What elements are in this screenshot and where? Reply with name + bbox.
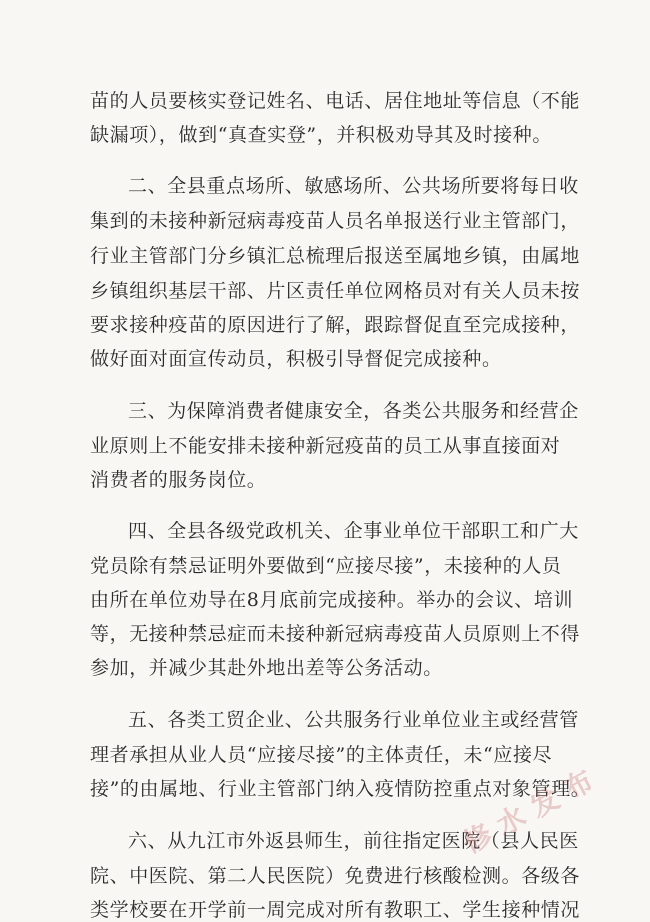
text-line: 等，无接种禁忌症而未接种新冠病毒疫苗人员原则上不得 [90,623,581,645]
text-line: 院、中医院、第二人民医院）免费进行核酸检测。各级各 [90,865,581,887]
paragraph-heading-line: 二、全县重点场所、敏感场所、公共场所要将每日收 [128,175,579,197]
text-line: 党员除有禁忌证明外要做到“应接尽接”，未接种的人员 [90,555,562,577]
paragraph-heading-line: 四、全县各级党政机关、企事业单位干部职工和广大 [128,520,579,542]
paragraph-heading-line: 五、各类工贸企业、公共服务行业单位业主或经营管 [128,709,579,731]
text-line: 要求接种疫苗的原因进行了解，跟踪督促直至完成接种， [90,314,581,336]
text-line: 类学校要在开学前一周完成对所有教职工、学生接种情况 [90,899,581,921]
paragraph-heading-line: 六、从九江市外返县师生，前往指定医院（县人民医 [128,830,579,852]
text-line: 由所在单位劝导在8月底前完成接种。举办的会议、培训 [90,589,574,611]
text-line: 做好面对面宣传动员，积极引导督促完成接种。 [90,348,502,370]
text-line: 缺漏项），做到“真查实登”，并积极劝导其及时接种。 [90,124,552,146]
text-line: 消费者的服务岗位。 [90,469,267,491]
text-line: 苗的人员要核实登记姓名、电话、居住地址等信息（不能 [90,90,581,112]
text-line: 接”的由属地、行业主管部门纳入疫情防控重点对象管理。 [90,778,591,800]
text-line: 参加，并减少其赴外地出差等公务活动。 [90,657,443,679]
text-line: 行业主管部门分乡镇汇总梳理后报送至属地乡镇，由属地 [90,245,581,267]
text-line: 业原则上不能安排未接种新冠疫苗的员工从事直接面对 [90,435,561,457]
text-line: 集到的未接种新冠病毒疫苗人员名单报送行业主管部门， [90,210,581,232]
text-line: 乡镇组织基层干部、片区责任单位网格员对有关人员未按 [90,280,581,302]
text-line: 理者承担从业人员“应接尽接”的主体责任，未“应接尽 [90,744,553,766]
paragraph-heading-line: 三、为保障消费者健康安全，各类公共服务和经营企 [128,400,579,422]
watermark: 修水发布 [457,759,608,860]
